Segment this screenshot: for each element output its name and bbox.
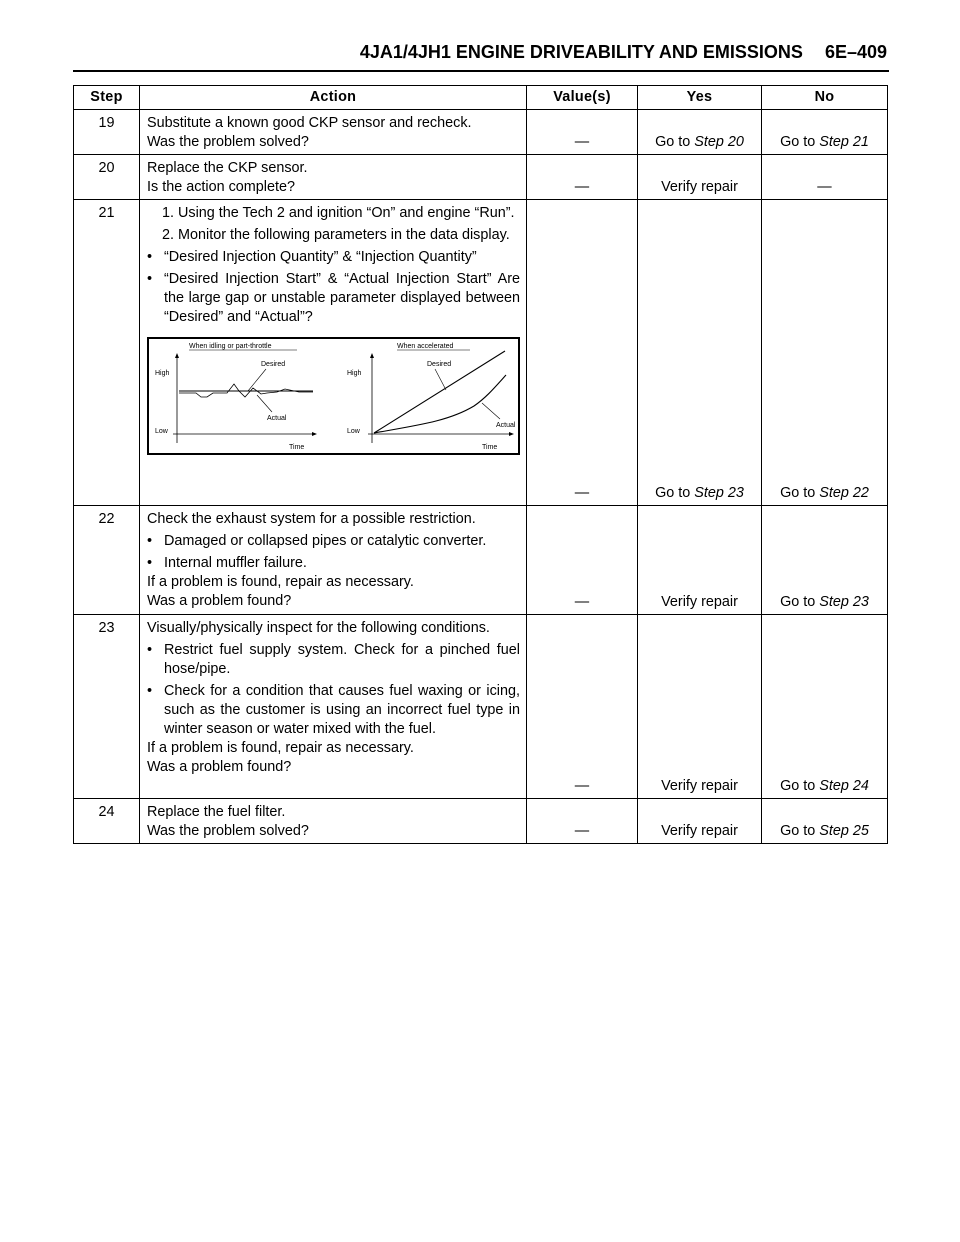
no-cell [762,200,888,506]
injection-graph-figure [147,337,520,455]
left-desired-leader [248,369,266,391]
step-number: 20 [74,155,140,200]
no-cell [762,799,888,844]
no-prefix: Go to [780,485,816,501]
right-actual-leader [482,403,500,419]
bullet-item [147,682,520,739]
no-step-ref: Step 21 [819,134,869,150]
left-x-arrow-icon [312,432,317,436]
bullet-text: Internal muffler failure. [164,555,307,571]
action-cell [140,506,527,615]
no-cell [762,506,888,615]
right-high-label: High [347,370,362,377]
bullet-icon: • [147,533,153,549]
bullet-icon: • [147,683,153,699]
question-text: Was a problem found? [147,759,292,775]
left-actual-leader [257,395,272,412]
right-actual-label: Actual [496,422,516,429]
page-number: 6E–409 [824,42,887,62]
table-row-step-20 [74,155,888,200]
action-text: Replace the CKP sensor. [147,160,308,176]
right-desired-leader [435,369,446,390]
step-number: 19 [74,110,140,155]
table-row-step-24 [74,799,888,844]
value-cell: — [527,615,638,799]
left-time-label: Time [289,444,305,451]
yes-cell: Verify repair [638,155,762,200]
item-number: 2. [161,227,174,243]
bullet-text: “Desired Injection Quantity” & “Injection Quantity” [164,249,477,265]
yes-prefix: Go to [655,485,691,501]
bullet-icon: • [147,249,153,265]
yes-cell: Verify repair [638,799,762,844]
column-header-yes: Yes [638,86,762,110]
no-prefix: Go to [780,778,816,794]
question-text: Was the problem solved? [147,134,309,150]
left-y-arrow-icon [175,353,179,358]
bullet-item [147,270,520,327]
item-text: Monitor the following parameters in the data display. [178,227,510,243]
no-step-ref: Step 22 [819,485,869,501]
bullet-item [147,641,520,679]
no-prefix: Go to [780,594,816,610]
left-actual-label: Actual [267,415,287,422]
yes-step-ref: Step 20 [694,134,744,150]
bullet-item [147,248,520,267]
action-cell [140,200,527,506]
action-cell [140,615,527,799]
value-cell: — [527,200,638,506]
action-text: Substitute a known good CKP sensor and recheck. [147,115,472,131]
action-text: If a problem is found, repair as necessary. [147,740,414,756]
bullet-text: Restrict fuel supply system. Check for a pinched fuel hose/pipe. [164,642,520,677]
no-step-ref: Step 25 [819,823,869,839]
action-text: If a problem is found, repair as necessary. [147,574,414,590]
right-desired-label: Desired [427,361,452,368]
question-text: Is the action complete? [147,179,295,195]
left-graph-title: When idling or part-throttle [189,343,272,350]
action-text: Replace the fuel filter. [147,804,286,820]
bullet-item [147,532,520,551]
right-y-arrow-icon [370,353,374,358]
table-header-row [74,86,888,110]
left-desired-label: Desired [261,361,286,368]
header-divider [73,70,889,72]
left-high-label: High [155,370,170,377]
action-text: Visually/physically inspect for the following conditions. [147,620,490,636]
bullet-text: “Desired Injection Start” & “Actual Injection Start” Are the large gap or unstable parameter displayed between “Desired” and “Actual”? [164,271,520,325]
value-cell: — [527,155,638,200]
bullet-item [147,554,520,573]
bullet-text: Check for a condition that causes fuel waxing or icing, such as the customer is using an incorrect fuel type in winter season or water mixed with the fuel. [164,683,520,737]
column-header-no: No [762,86,888,110]
question-text: Was the problem solved? [147,823,309,839]
action-text: Check the exhaust system for a possible restriction. [147,511,476,527]
action-cell [140,155,527,200]
right-time-label: Time [482,444,498,451]
yes-cell [638,200,762,506]
right-low-label: Low [347,428,360,435]
no-cell [762,110,888,155]
table-row-step-22 [74,506,888,615]
right-graph-title: When accelerated [397,343,454,350]
no-prefix: Go to [780,134,816,150]
action-cell [140,799,527,844]
no-cell [762,615,888,799]
value-cell: — [527,799,638,844]
no-prefix: Go to [780,823,816,839]
step-number: 21 [74,200,140,506]
bullet-icon: • [147,642,153,658]
value-cell: — [527,110,638,155]
step-number: 22 [74,506,140,615]
yes-cell: Verify repair [638,506,762,615]
yes-cell: Verify repair [638,615,762,799]
action-cell [140,110,527,155]
no-step-ref: Step 24 [819,778,869,794]
value-cell: — [527,506,638,615]
yes-cell [638,110,762,155]
item-number: 1. [161,205,174,221]
left-low-label: Low [155,428,168,435]
yes-prefix: Go to [655,134,691,150]
diagnostic-procedure-table [73,85,888,844]
column-header-step: Step [74,86,140,110]
question-text: Was a problem found? [147,593,292,609]
yes-step-ref: Step 23 [694,485,744,501]
manual-section-title: 4JA1/4JH1 ENGINE DRIVEABILITY AND EMISSIONS [359,42,803,62]
right-x-arrow-icon [509,432,514,436]
no-cell: — [762,155,888,200]
numbered-item [147,226,520,245]
step-number: 24 [74,799,140,844]
bullet-icon: • [147,555,153,571]
table-row-step-23 [74,615,888,799]
bullet-icon: • [147,271,153,287]
right-actual-line [374,375,506,433]
table-row-step-21 [74,200,888,506]
step-number: 23 [74,615,140,799]
no-step-ref: Step 23 [819,594,869,610]
column-header-action: Action [140,86,527,110]
table-row-step-19 [74,110,888,155]
page-header [0,42,887,63]
item-text: Using the Tech 2 and ignition “On” and engine “Run”. [178,205,515,221]
bullet-text: Damaged or collapsed pipes or catalytic converter. [164,533,487,549]
column-header-values: Value(s) [527,86,638,110]
numbered-item [147,204,520,223]
